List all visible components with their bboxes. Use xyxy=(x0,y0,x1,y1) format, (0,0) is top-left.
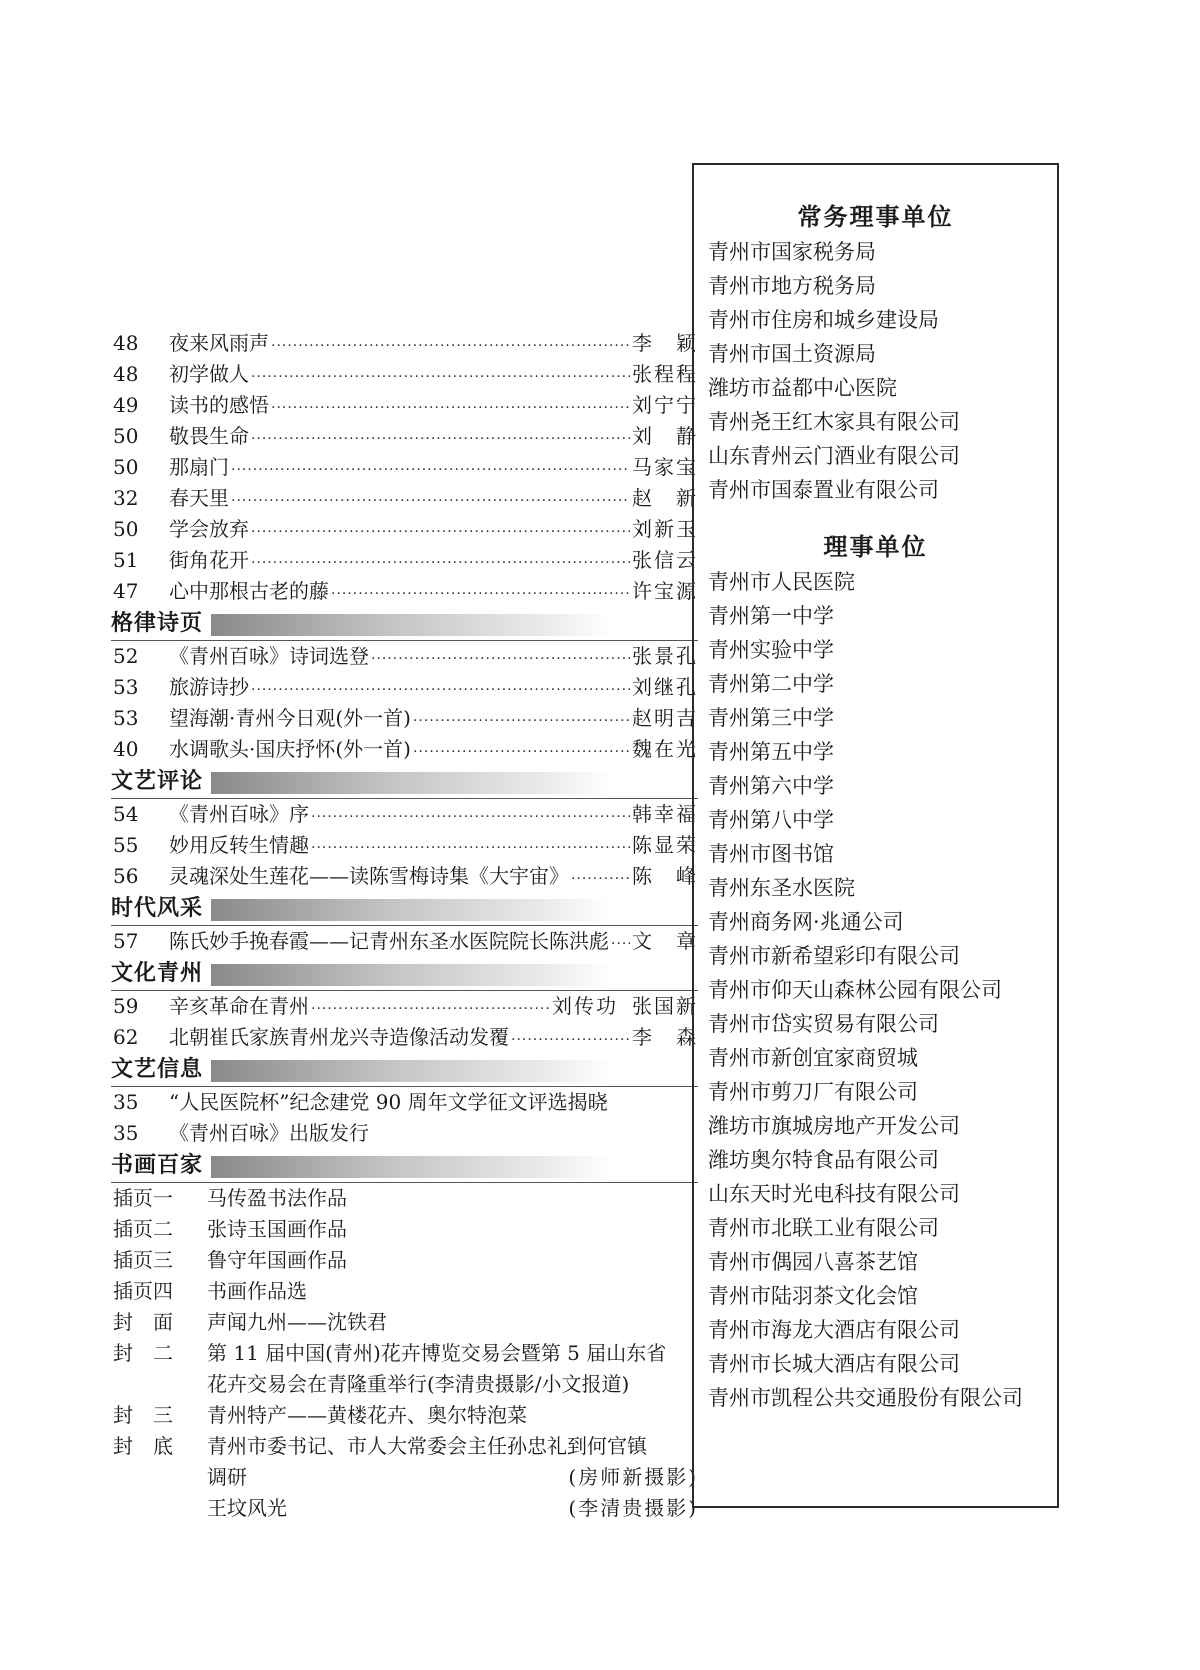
entry-title: 陈氏妙手挽春霞——记青州东圣水医院院长陈洪彪 xyxy=(169,929,609,953)
unit-name: 潍坊奥尔特食品有限公司 xyxy=(708,1148,939,1172)
entry-author: 李 颖 xyxy=(632,331,698,355)
dot-leader xyxy=(331,579,630,610)
toc-entry xyxy=(113,1118,698,1149)
table-of-contents xyxy=(113,328,698,1524)
toc-entry xyxy=(113,359,698,390)
unit-name: 青州市剪刀厂有限公司 xyxy=(708,1080,918,1104)
sponsor-units-box xyxy=(692,163,1059,1508)
entry-title: 书画作品选 xyxy=(207,1279,307,1303)
heading-executive-council-units: 常务理事单位 xyxy=(797,203,954,231)
entry-author: 李 森 xyxy=(632,1025,698,1049)
toc-entry xyxy=(113,421,698,452)
unit-name: 潍坊市益都中心医院 xyxy=(708,376,897,400)
unit-name: 青州市海龙大酒店有限公司 xyxy=(708,1318,960,1342)
unit-name: 青州市长城大酒店有限公司 xyxy=(708,1352,960,1376)
unit-name: 青州市岱实贸易有限公司 xyxy=(708,1012,939,1036)
dot-leader xyxy=(251,675,630,706)
cover-label: 封 面 xyxy=(113,1310,173,1334)
section-title: 文化青州 xyxy=(111,961,204,986)
unit-name: 青州商务网·兆通公司 xyxy=(708,910,904,934)
cover-label: 封 底 xyxy=(113,1434,173,1458)
page-number: 50 xyxy=(113,424,139,448)
entry-title: 那扇门 xyxy=(169,455,229,479)
entry-title: 敬畏生命 xyxy=(169,424,249,448)
unit-name: 潍坊市旗城房地产开发公司 xyxy=(708,1114,960,1138)
toc-entry xyxy=(113,483,698,514)
page-number: 53 xyxy=(113,675,139,699)
entry-title: 北朝崔氏家族青州龙兴寺造像活动发覆 xyxy=(169,1025,509,1049)
toc-list-prose xyxy=(113,328,698,607)
unit-name: 青州第二中学 xyxy=(708,672,834,696)
dot-leader xyxy=(251,548,630,579)
toc-entry xyxy=(113,1087,698,1118)
page-number: 55 xyxy=(113,833,139,857)
dot-leader xyxy=(251,362,630,393)
toc-cover-entry-continued xyxy=(113,1369,698,1400)
dot-leader xyxy=(311,833,630,864)
toc-insert-entry xyxy=(113,1276,698,1307)
toc-entry xyxy=(113,926,698,957)
section-header-times xyxy=(111,893,698,926)
entry-author: 赵明吉 xyxy=(632,706,698,730)
cover-label: 封 三 xyxy=(113,1403,173,1427)
entry-author: 刘继孔 xyxy=(632,675,698,699)
unit-name: 青州市国家税务局 xyxy=(708,240,876,264)
entry-title: 旅游诗抄 xyxy=(169,675,249,699)
entry-author: 马家宝 xyxy=(632,455,698,479)
toc-entry xyxy=(113,830,698,861)
entry-title: 马传盈书法作品 xyxy=(207,1186,347,1210)
section-header-culture xyxy=(111,958,698,991)
entry-title: 读书的感悟 xyxy=(169,393,269,417)
unit-name: 青州市凯程公共交通股份有限公司 xyxy=(708,1386,1023,1410)
section-header-critique xyxy=(111,766,698,799)
dot-leader xyxy=(611,929,630,960)
toc-entry xyxy=(113,390,698,421)
unit-name: 青州市国泰置业有限公司 xyxy=(708,478,939,502)
page-number: 52 xyxy=(113,644,139,668)
toc-entry xyxy=(113,328,698,359)
entry-title: 夜来风雨声 xyxy=(169,331,269,355)
entry-author: 魏在光 xyxy=(632,737,698,761)
photo-credit: (房师新摄影) xyxy=(568,1465,698,1489)
toc-entry xyxy=(113,641,698,672)
entry-title: 鲁守年国画作品 xyxy=(207,1248,347,1272)
entry-title: 《青州百咏》诗词选登 xyxy=(169,644,369,668)
section-title: 书画百家 xyxy=(111,1153,204,1178)
executive-council-unit-list xyxy=(694,235,1057,507)
unit-name: 青州市偶园八喜茶艺馆 xyxy=(708,1250,918,1274)
page-number: 50 xyxy=(113,517,139,541)
entry-author: 刘 静 xyxy=(632,424,698,448)
dot-leader xyxy=(311,994,550,1025)
unit-name: 青州市地方税务局 xyxy=(708,274,876,298)
page-number: 48 xyxy=(113,362,139,386)
page-number: 40 xyxy=(113,737,139,761)
entry-title: 学会放弃 xyxy=(169,517,249,541)
entry-author: 张程程 xyxy=(632,362,698,386)
dot-leader xyxy=(413,706,630,737)
dot-leader xyxy=(251,424,630,455)
section-title: 时代风采 xyxy=(111,896,204,921)
unit-name: 青州市人民医院 xyxy=(708,570,855,594)
entry-author: 张国新 xyxy=(632,994,698,1018)
entry-author: 刘传功 xyxy=(552,994,618,1018)
insert-label: 插页三 xyxy=(113,1248,173,1272)
entry-title: 花卉交易会在青隆重举行(李清贵摄影/小文报道) xyxy=(207,1372,630,1396)
entry-author: 许宝源 xyxy=(632,579,698,603)
dot-leader xyxy=(311,802,630,833)
section-header-art xyxy=(111,1150,698,1183)
toc-list-culture xyxy=(113,991,698,1053)
unit-name: 青州市新创宜家商贸城 xyxy=(708,1046,918,1070)
page-number: 35 xyxy=(113,1121,139,1145)
entry-author: 张景孔 xyxy=(632,644,698,668)
section-title: 文艺信息 xyxy=(111,1057,204,1082)
page-number: 47 xyxy=(113,579,139,603)
toc-entry xyxy=(113,514,698,545)
toc-list-critique xyxy=(113,799,698,892)
toc-cover-entry-continued xyxy=(113,1493,698,1524)
unit-name: 青州第八中学 xyxy=(708,808,834,832)
toc-insert-entry xyxy=(113,1183,698,1214)
dot-leader xyxy=(571,864,630,895)
toc-entry xyxy=(113,545,698,576)
section-title: 格律诗页 xyxy=(111,611,204,636)
unit-name: 青州市陆羽茶文化会馆 xyxy=(708,1284,918,1308)
page-number: 32 xyxy=(113,486,139,510)
unit-name: 青州市新希望彩印有限公司 xyxy=(708,944,960,968)
page-number: 35 xyxy=(113,1090,139,1114)
toc-list-poetry xyxy=(113,641,698,765)
toc-list-times xyxy=(113,926,698,957)
cover-label: 封 二 xyxy=(113,1341,173,1365)
toc-cover-entry xyxy=(113,1307,698,1338)
page-number: 51 xyxy=(113,548,139,572)
entry-title: 春天里 xyxy=(169,486,229,510)
toc-entry xyxy=(113,703,698,734)
dot-leader xyxy=(271,393,630,424)
entry-author: 韩幸福 xyxy=(632,802,698,826)
entry-title: “人民医院杯”纪念建党 90 周年文学征文评选揭晓 xyxy=(169,1090,608,1114)
entry-author: 刘宁宁 xyxy=(632,393,698,417)
unit-name: 山东青州云门酒业有限公司 xyxy=(708,444,960,468)
unit-name: 青州市图书馆 xyxy=(708,842,834,866)
page-number: 48 xyxy=(113,331,139,355)
insert-label: 插页四 xyxy=(113,1279,173,1303)
entry-title: 调研 xyxy=(207,1465,247,1489)
unit-name: 青州第六中学 xyxy=(708,774,834,798)
unit-name: 山东天时光电科技有限公司 xyxy=(708,1182,960,1206)
entry-title: 辛亥革命在青州 xyxy=(169,994,309,1018)
toc-entry xyxy=(113,991,698,1022)
page-number: 49 xyxy=(113,393,139,417)
toc-entry xyxy=(113,672,698,703)
toc-cover-entry xyxy=(113,1400,698,1431)
unit-name: 青州第三中学 xyxy=(708,706,834,730)
unit-name: 青州市北联工业有限公司 xyxy=(708,1216,939,1240)
page-number: 54 xyxy=(113,802,139,826)
entry-author: 张信云 xyxy=(632,548,698,572)
entry-title: 望海潮·青州今日观(外一首) xyxy=(169,706,411,730)
entry-author: 文 章 xyxy=(632,929,698,953)
page-number: 62 xyxy=(113,1025,139,1049)
entry-title: 《青州百咏》出版发行 xyxy=(169,1121,369,1145)
page-number: 53 xyxy=(113,706,139,730)
dot-leader xyxy=(271,331,630,362)
entry-title: 青州特产——黄楼花卉、奥尔特泡菜 xyxy=(207,1403,527,1427)
unit-name: 青州东圣水医院 xyxy=(708,876,855,900)
entry-title: 《青州百咏》序 xyxy=(169,802,309,826)
heading-council-units: 理事单位 xyxy=(823,533,928,561)
entry-title: 第 11 届中国(青州)花卉博览交易会暨第 5 届山东省 xyxy=(207,1341,667,1365)
section-header-info xyxy=(111,1054,698,1087)
entry-author: 陈 峰 xyxy=(632,864,698,888)
toc-insert-entry xyxy=(113,1245,698,1276)
toc-cover-entry xyxy=(113,1338,698,1369)
entry-title: 妙用反转生情趣 xyxy=(169,833,309,857)
section-header-poetry xyxy=(111,608,698,641)
toc-cover-entry xyxy=(113,1431,698,1462)
page-number: 57 xyxy=(113,929,139,953)
entry-title: 声闻九州——沈铁君 xyxy=(207,1310,387,1334)
toc-entry xyxy=(113,1022,698,1053)
entry-author: 赵 新 xyxy=(632,486,698,510)
entry-author: 刘新玉 xyxy=(632,517,698,541)
toc-entry xyxy=(113,799,698,830)
dot-leader xyxy=(231,455,630,486)
dot-leader xyxy=(511,1025,630,1056)
page-number: 56 xyxy=(113,864,139,888)
dot-leader xyxy=(231,486,630,517)
unit-name: 青州第五中学 xyxy=(708,740,834,764)
entry-title: 灵魂深处生莲花——读陈雪梅诗集《大宇宙》 xyxy=(169,864,569,888)
council-unit-list xyxy=(694,565,1057,1415)
unit-name: 青州市国土资源局 xyxy=(708,342,876,366)
toc-entry xyxy=(113,734,698,765)
section-title: 文艺评论 xyxy=(111,769,204,794)
photo-credit: (李清贵摄影) xyxy=(568,1496,698,1520)
unit-name: 青州尧王红木家具有限公司 xyxy=(708,410,960,434)
toc-insert-entry xyxy=(113,1214,698,1245)
insert-label: 插页二 xyxy=(113,1217,173,1241)
entry-title: 街角花开 xyxy=(169,548,249,572)
toc-entry xyxy=(113,452,698,483)
unit-name: 青州第一中学 xyxy=(708,604,834,628)
toc-entry xyxy=(113,861,698,892)
unit-name: 青州市仰天山森林公园有限公司 xyxy=(708,978,1002,1002)
entry-title: 王坟风光 xyxy=(207,1496,287,1520)
entry-title: 青州市委书记、市人大常委会主任孙忠礼到何官镇 xyxy=(207,1434,647,1458)
entry-author: 陈显荣 xyxy=(632,833,698,857)
page-number: 50 xyxy=(113,455,139,479)
unit-name: 青州市住房和城乡建设局 xyxy=(708,308,939,332)
entry-title: 初学做人 xyxy=(169,362,249,386)
entry-title: 张诗玉国画作品 xyxy=(207,1217,347,1241)
unit-name: 青州实验中学 xyxy=(708,638,834,662)
dot-leader xyxy=(413,737,630,768)
entry-title: 心中那根古老的藤 xyxy=(169,579,329,603)
toc-cover-entry-continued xyxy=(113,1462,698,1493)
insert-label: 插页一 xyxy=(113,1186,173,1210)
entry-title: 水调歌头·国庆抒怀(外一首) xyxy=(169,737,411,761)
dot-leader xyxy=(251,517,630,548)
page-number: 59 xyxy=(113,994,139,1018)
toc-entry xyxy=(113,576,698,607)
dot-leader xyxy=(371,644,630,675)
